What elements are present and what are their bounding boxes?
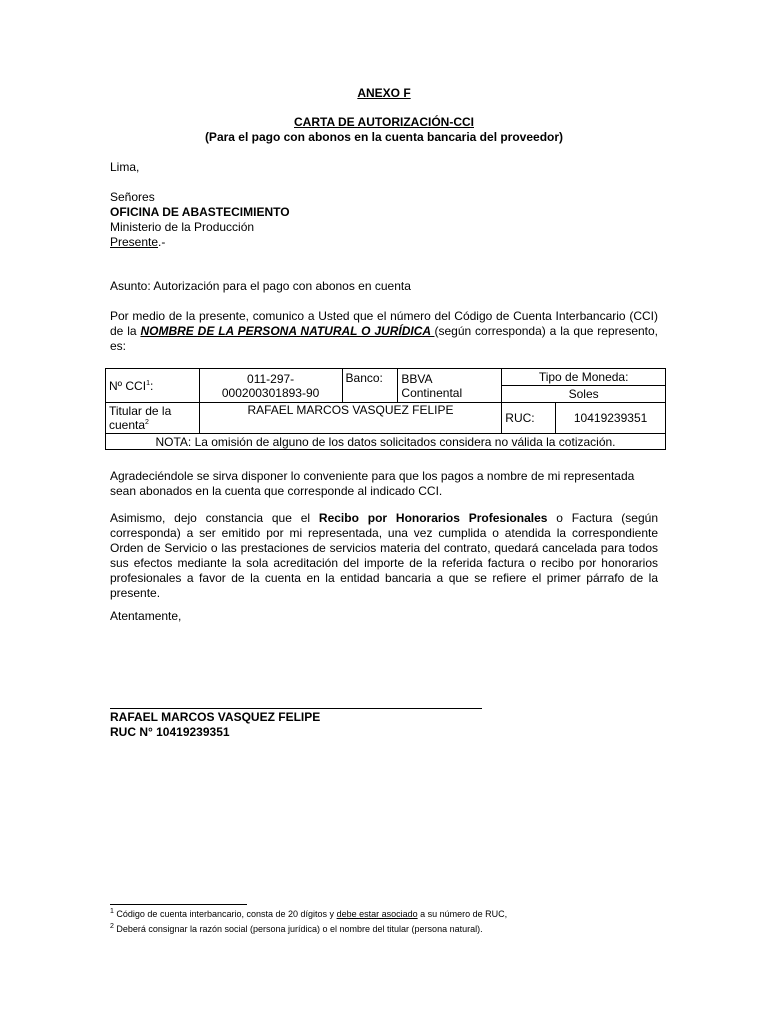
holder-label-cell: [106, 403, 200, 434]
intro-paragraph: [110, 309, 658, 354]
signature-line: [110, 708, 482, 709]
footnote-two: [110, 924, 483, 935]
cci-label-cell: [106, 369, 200, 403]
footnote-two-text: Deberá consignar la razón social (persona jurídica) o el nombre del titular (persona natural).: [113, 924, 483, 934]
currency-label: Tipo de Moneda:: [502, 369, 666, 386]
footnote-one-number: 1: [110, 908, 114, 915]
recipient-salutation: Señores: [110, 190, 155, 204]
footnote-one: [110, 909, 507, 920]
bank-label: Banco:: [342, 369, 398, 403]
cci-value: 011-297-000200301893-90: [199, 369, 342, 403]
place-line: Lima,: [110, 160, 140, 174]
presente-suffix: .-: [158, 235, 166, 249]
footnote-separator: [110, 904, 247, 905]
table-note: NOTA: La omisión de alguno de los datos solicitados considera no válida la cotización.: [106, 434, 666, 450]
holder-value: RAFAEL MARCOS VASQUEZ FELIPE: [199, 403, 502, 434]
footnote-one-part1: Código de cuenta interbancario, consta de 20 dígitos y: [113, 909, 337, 919]
footnote-one-part2: a su número de RUC,: [417, 909, 508, 919]
paragraph-three-part1: Asimismo, dejo constancia que el: [110, 511, 319, 525]
presente-text: Presente: [110, 235, 159, 249]
recipient-ministry: Ministerio de la Producción: [110, 220, 255, 234]
closing: Atentamente,: [110, 609, 182, 623]
holder-label: Titular de la cuenta: [109, 404, 172, 432]
signature-name: RAFAEL MARCOS VASQUEZ FELIPE: [110, 710, 321, 724]
bank-value: BBVA Continental: [398, 369, 502, 403]
letter-title: CARTA DE AUTORIZACIÓN-CCI: [294, 115, 474, 129]
footnote-two-number: 2: [110, 923, 114, 930]
intro-part1: Por medio de la presente, comunico a Usted que el número del Código de Cuenta Interbancario (CCI) de la: [110, 309, 658, 338]
cci-label-suffix: :: [149, 378, 154, 393]
cci-footnote-ref: 1: [146, 379, 150, 387]
cci-table: [105, 368, 666, 450]
annex-label: ANEXO F: [357, 86, 411, 100]
intro-part2: (según corresponda): [434, 324, 546, 338]
cci-label: Nº CCI: [109, 378, 147, 393]
name-placeholder: NOMBRE DE LA PERSONA NATURAL O JURÍDICA: [140, 324, 435, 338]
footnote-one-underlined: debe estar asociado: [336, 909, 418, 919]
subject-line: Asunto: Autorización para el pago con abonos en cuenta: [110, 279, 411, 293]
ruc-label: RUC:: [502, 403, 556, 434]
paragraph-three-bold: Recibo por Honorarios Profesionales: [318, 511, 548, 525]
holder-footnote-ref: 2: [145, 419, 149, 426]
paragraph-three-part2: o Factura (según corresponda) a ser emitido por mi representada, una vez cumplida o atendida la correspondiente Orden de Servicio o las prestaciones de servicios materia del contrato, quedará cancelada para todos sus efectos mediante la sola acreditación del importe de la referida factura o recibo por honorarios profesionales a favor de la cuenta en la entidad bancaria a que se refiere el primer párrafo de la presente.: [110, 511, 658, 600]
currency-value: Soles: [502, 386, 666, 403]
recipient-office: OFICINA DE ABASTECIMIENTO: [110, 205, 290, 219]
recipient-presente: [110, 235, 165, 250]
intro-part3: a la que represento, es:: [110, 324, 659, 353]
paragraph-three: [110, 511, 658, 601]
signature-ruc: RUC N° 10419239351: [110, 725, 230, 739]
ruc-value: 10419239351: [556, 403, 666, 434]
paragraph-two: Agradeciéndole se sirva disponer lo conveniente para que los pagos a nombre de mi representada sean abonados en la cuenta que corresponde al indicado CCI.: [110, 469, 635, 498]
letter-subtitle: (Para el pago con abonos en la cuenta bancaria del proveedor): [204, 130, 564, 144]
